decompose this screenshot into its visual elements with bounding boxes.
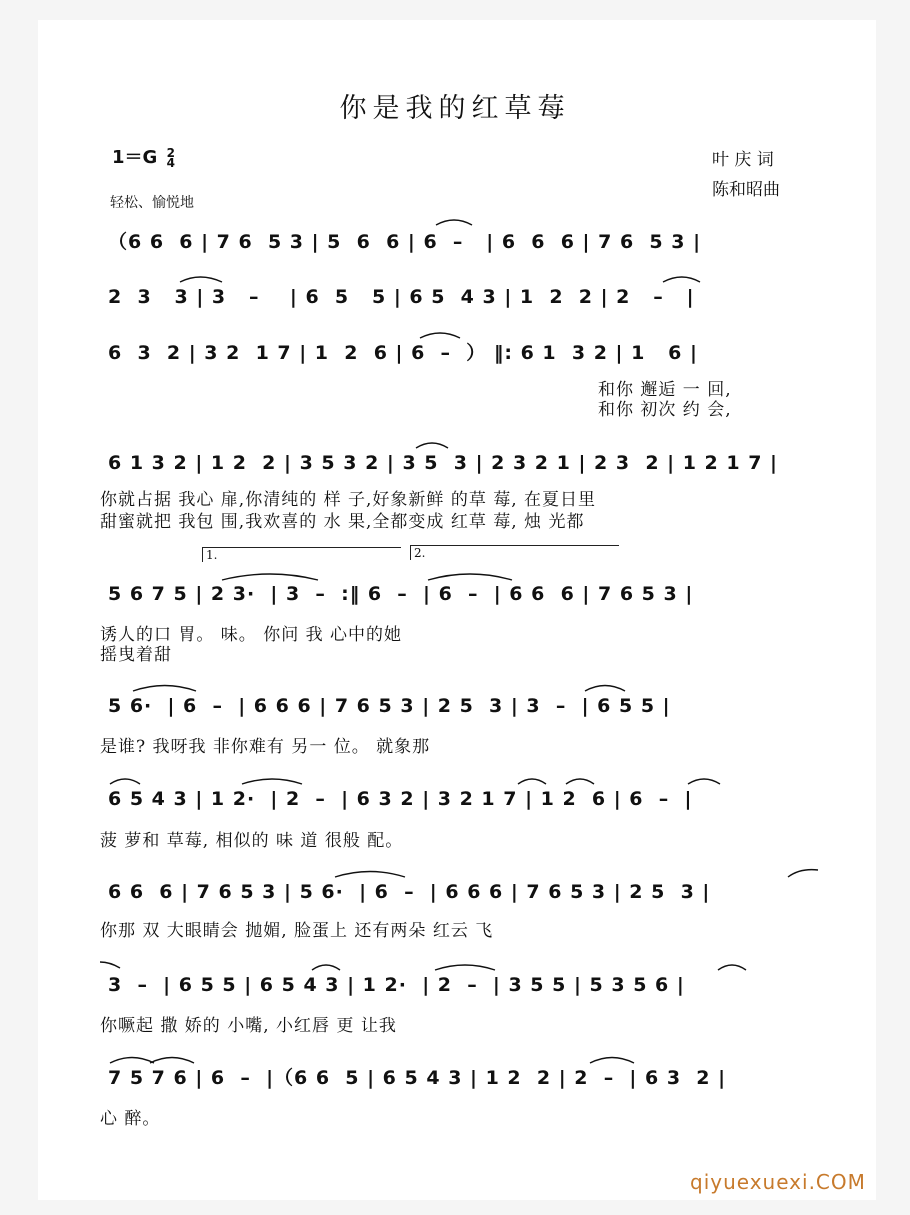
slur-arc	[788, 870, 818, 877]
slur-arc	[663, 277, 700, 282]
lyric-line: 菠 萝和 草莓, 相似的 味 道 很般 配。	[100, 831, 404, 851]
lyric-line: 你那 双 大眼睛会 抛媚, 脸蛋上 还有两朵 红云 飞	[100, 921, 494, 941]
slur-arc	[150, 1058, 194, 1064]
key-label: 1＝G	[112, 147, 158, 168]
notation-row: 5 6· | 6 – | 6 6 6 | 7 6 5 3 | 2 5 3 | 3 – | 6 5 5 |	[108, 695, 671, 717]
lyric-line: 心 醉。	[100, 1109, 161, 1129]
slur-arc	[180, 277, 222, 282]
volta-second-ending: 2.	[410, 545, 619, 560]
notation-row: 5 6 7 5 | 2 3· | 3 – :‖ 6 – | 6 – | 6 6 6 | 7 6 5 3 |	[108, 583, 694, 605]
slur-arc	[585, 686, 625, 692]
slur-arc	[688, 779, 720, 784]
slur-arc	[420, 333, 460, 338]
watermark: qiyuexuexi.COM	[690, 1170, 866, 1194]
notation-row: 6 1 3 2 | 1 2 2 | 3 5 3 2 | 3 5 3 | 2 3 2 1 | 2 3 2 | 1 2 1 7 |	[108, 452, 778, 474]
notation-row: 6 6 6 | 7 6 5 3 | 5 6· | 6 – | 6 6 6 | 7 6 5 3 | 2 5 3 |	[108, 881, 711, 903]
slur-arc	[110, 779, 140, 784]
slur-arc	[590, 1058, 634, 1064]
lyric-line: 是谁? 我呀我 非你难有 另一 位。 就象那	[100, 737, 431, 757]
notation-row: 2 3 3 | 3 – | 6 5 5 | 6 5 4 3 | 1 2 2 | 2 – |	[108, 286, 695, 308]
song-title: 你是我的红草莓	[339, 93, 571, 124]
lyric-line: 和你 初次 约 会,	[598, 400, 732, 420]
time-signature: 2 4	[166, 146, 175, 170]
slur-arc	[133, 686, 196, 692]
slur-arc	[428, 574, 512, 580]
slur-arc	[222, 574, 318, 580]
slur-arc	[416, 443, 448, 448]
notation-row: 6 5 4 3 | 1 2· | 2 – | 6 3 2 | 3 2 1 7 | 1 2 6 | 6 – |	[108, 788, 693, 810]
notation-row: 6 3 2 | 3 2 1 7 | 1 2 6 | 6 – ） ‖: 6 1 3 2 | 1 6 |	[108, 342, 698, 364]
lyric-line: 甜蜜就把 我包 围,我欢喜的 水 果,全都变成 红草 莓, 烛 光都	[100, 512, 585, 532]
slur-arc	[518, 779, 546, 784]
lyricist-credit: 叶 庆 词	[712, 150, 774, 170]
slur-arc	[335, 872, 405, 878]
slur-arc	[718, 965, 746, 970]
lyric-line: 摇曳着甜	[100, 645, 172, 665]
tempo-marking: 轻松、愉悦地	[110, 195, 194, 211]
notation-row: 3 – | 6 5 5 | 6 5 4 3 | 1 2· | 2 – | 3 5 5 | 5 3 5 6 |	[108, 974, 685, 996]
slur-arc	[312, 965, 340, 970]
slur-arc	[100, 962, 120, 968]
notation-row: （6 6 6 | 7 6 5 3 | 5 6 6 | 6 – | 6 6 6 | 7 6 5 3 |	[108, 231, 702, 253]
slur-arc	[566, 779, 594, 784]
slur-arc	[110, 1058, 154, 1064]
notation-row: 7 5 7 6 | 6 – |（6 6 5 | 6 5 4 3 | 1 2 2 | 2 – | 6 3 2 |	[108, 1067, 727, 1089]
composer-credit: 陈和昭曲	[712, 180, 780, 200]
lyric-line: 你就占据 我心 扉,你清纯的 样 子,好象新鲜 的草 莓, 在夏日里	[100, 490, 597, 510]
lyric-line: 和你 邂逅 一 回,	[598, 380, 732, 400]
slur-arc	[435, 965, 495, 970]
slur-arc	[242, 779, 302, 784]
slur-arc	[436, 220, 472, 225]
lyric-line: 诱人的口 胃。 味。 你问 我 心中的她	[100, 625, 403, 645]
volta-first-ending: 1.	[202, 547, 401, 562]
lyric-line: 你噘起 撒 娇的 小嘴, 小红唇 更 让我	[100, 1016, 397, 1036]
